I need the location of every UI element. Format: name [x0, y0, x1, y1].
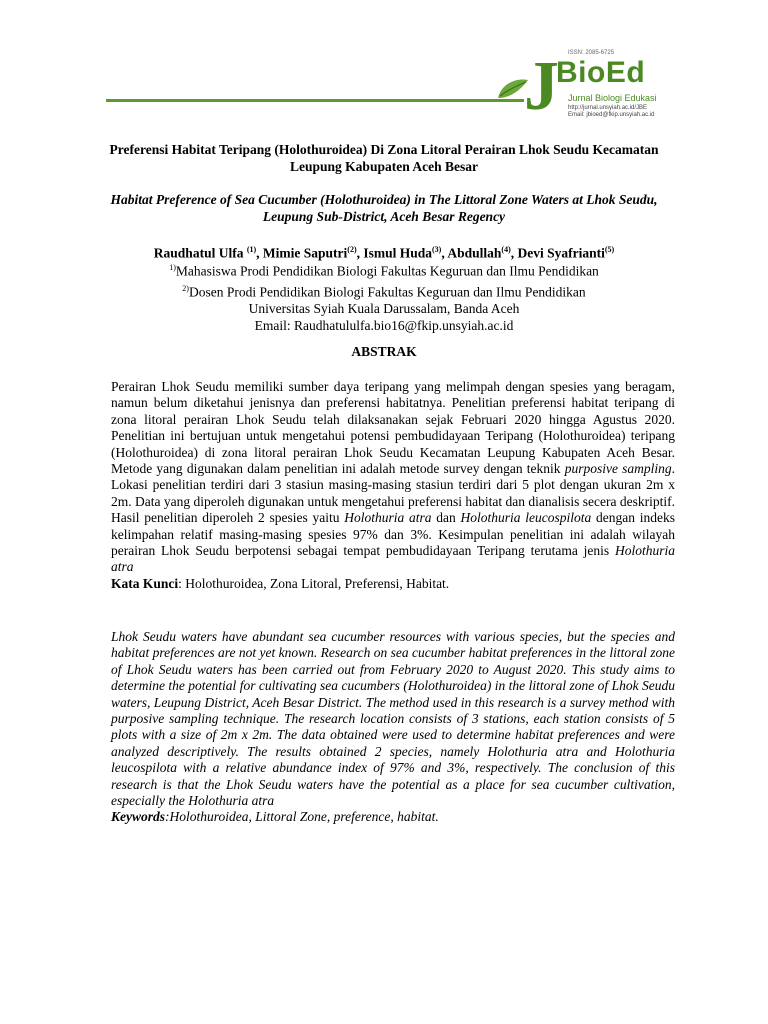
affil-text: Dosen Prodi Pendidikan Biologi Fakultas Keguruan dan Ilmu Pendidikan — [188, 284, 586, 299]
author-affil-mark: (3) — [432, 245, 442, 254]
logo-issn: ISSN: 2085-6725 — [568, 50, 615, 56]
logo-subtitle: Jurnal Biologi Edukasi — [568, 93, 657, 103]
keywords-text: :Holothuroidea, Littoral Zone, preference, habitat. — [165, 809, 439, 825]
abstract-text: dengan indeks kelimpahan relatif masing-masing spesies 97% dan 3%. Kesimpulan penelitian ini adalah wilayah perairan Lhok Seudu berpotensi sebagai tempat pembudidayaan Teripang terutama jenis — [111, 510, 675, 559]
abstract-indonesian — [111, 379, 675, 592]
author-sep: , — [510, 245, 518, 261]
author-name: Raudhatul Ulfa — [153, 245, 247, 261]
abstract-italic: purposive sampling — [564, 461, 672, 477]
abstract-heading: ABSTRAK — [351, 344, 417, 359]
logo-letter: J — [524, 48, 559, 125]
header-rule — [106, 99, 524, 102]
author-sep: , — [356, 245, 364, 261]
author-affil-mark: (5) — [604, 245, 615, 254]
author-sep: , — [441, 245, 448, 261]
abstract-text: Perairan Lhok Seudu memiliki sumber daya teripang yang melimpah dengan spesies yang beragam, namun belum diketahui jenisnya dan preferensi habitatnya. Penelitian preferensi habitat teripang di zona litoral perairan Lhok Seudu telah dilaksanakan sejak Februari 2020 hingga Agustus 2020. Penelitian ini bertujuan untuk mengetahui potensi pembudidayaan Teripang (Holothuroidea) teripang (Holothuroidea) di zona litoral perairan Lhok Seudu Kecamatan Leupung Kabupaten Aceh Besar. Metode yang digunakan dalam penelitian ini adalah metode survey dengan teknik — [111, 379, 675, 477]
author-name: Ismul Huda — [363, 245, 433, 261]
abstract-text: . Lokasi penelitian terdiri dari 3 stasiun masing-masing stasiun terdiri dari 5 plot dengan ukuran 2m x 2m. Data yang diperoleh digunakan untuk mengetahui preferensi habitat dan dianalisis secera deskriptif. Hasil penelitian diperoleh 2 spesies yaitu — [111, 461, 675, 526]
author-name: Abdullah — [447, 245, 502, 261]
logo-contact — [568, 105, 654, 119]
affil-text: Mahasiswa Prodi Pendidikan Biologi Fakultas Keguruan dan Ilmu Pendidikan — [175, 263, 599, 279]
logo-name: BioEd — [556, 56, 646, 89]
species-name: Holothuria leucospilota — [460, 510, 592, 526]
affiliation-1 — [100, 259, 668, 280]
author-name: Devi Syafrianti — [517, 245, 605, 261]
author-affil-mark: (1) — [246, 245, 257, 254]
keywords-id — [111, 576, 675, 592]
author-sep: , — [256, 245, 263, 261]
affil-mark: 2) — [182, 283, 189, 293]
species-name: Holothuria atra — [344, 510, 432, 526]
species-name: Holothuria atra — [111, 543, 675, 575]
abstract-text: dan — [431, 510, 461, 526]
author-name: Mimie Saputri — [262, 245, 348, 261]
paper-title: Preferensi Habitat Teripang (Holothuroidea) Di Zona Litoral Perairan Lhok Seudu Kecamatan Leupung Kabupaten Aceh Besar — [109, 142, 659, 174]
author-affil-mark: (4) — [501, 245, 511, 254]
affil-mark: 1) — [169, 263, 176, 272]
logo-url: http://jurnal.unsyiah.ac.id/JBE — [568, 105, 648, 111]
paper-title-english: Habitat Preference of Sea Cucumber (Holothuroidea) in The Littoral Zone Waters at Lhok Seudu, Leupung Sub-District, Aceh Besar Regency — [110, 192, 658, 224]
journal-logo — [496, 46, 686, 128]
keywords-en — [111, 809, 675, 825]
university: Universitas Syiah Kuala Darussalam, Banda Aceh — [248, 301, 520, 316]
keywords-text: : Holothuroidea, Zona Litoral, Preferensi, Habitat. — [178, 575, 450, 591]
affiliations — [100, 259, 668, 334]
keywords-label: Keywords — [111, 809, 165, 825]
logo-email: Email: jbioed@fkip.unsyiah.ac.id — [568, 112, 655, 118]
abstract-english — [111, 629, 675, 826]
affiliation-2 — [100, 280, 668, 301]
author-email: Email: Raudhatululfa.bio16@fkip.unsyiah.ac.id — [254, 318, 514, 333]
author-affil-mark: (2) — [347, 245, 357, 254]
keywords-label: Kata Kunci — [111, 575, 179, 591]
abstract-text: Lhok Seudu waters have abundant sea cucumber resources with various species, but the species and habitat preferences are not yet known. Research on sea cucumber habitat preferences in the littoral zone of Lhok Seudu waters has been carried out from February 2020 to August 2020. This study aims to determine the potential for cultivating sea cucumbers (Holothuroidea) in the littoral zone of Lhok Seudu waters, Leupung District, Aceh Besar District. The method used in this research is a survey method with purposive sampling technique. The research location consists of 3 stations, each station consists of 5 plots with a size of 2m x 2m. The data obtained were used to determine habitat preferences and were analyzed descriptively. The results obtained 2 species, namely Holothuria atra and Holothuria leucospilota with a relative abundance index of 97% and 3%, respectively. The conclusion of this research is that the Lhok Seudu waters have the potential as a place for sea cucumber cultivation, especially the Holothuria atra — [111, 629, 675, 809]
